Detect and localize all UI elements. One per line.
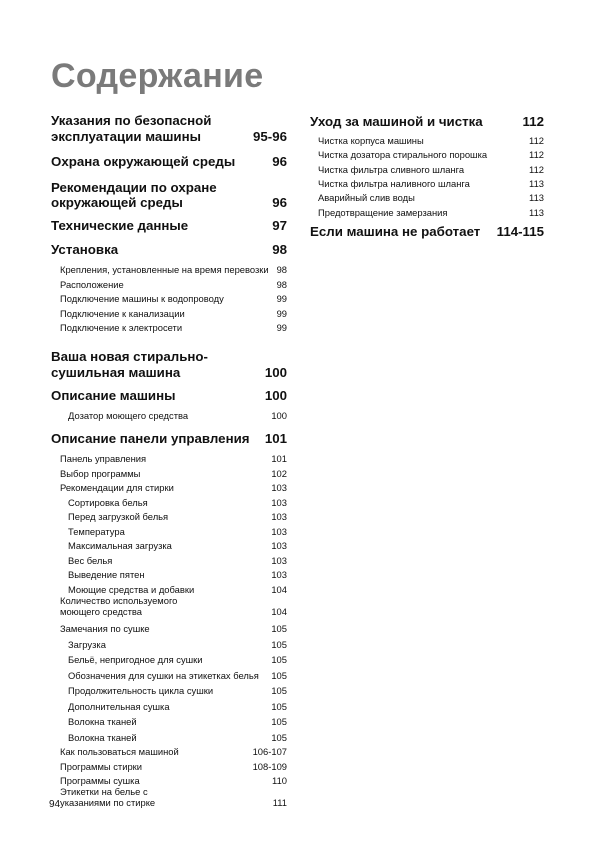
toc-entry-label: Чистка фильтра сливного шланга: [318, 163, 465, 175]
toc-entry-page: 101: [271, 453, 287, 464]
toc-heading-title: Уход за машиной и чистка: [310, 114, 483, 129]
toc-entry-page: 105: [271, 669, 287, 681]
toc-entry-page: 105: [271, 685, 287, 696]
toc-heading-page: 96: [272, 195, 287, 210]
toc-entry-page: 103: [271, 569, 287, 580]
toc-entry[interactable]: [51, 650, 287, 666]
toc-heading-title: Технические данные: [51, 217, 189, 233]
toc-entry[interactable]: [51, 304, 287, 319]
toc-right-column: [310, 114, 544, 239]
toc-entry[interactable]: [51, 508, 287, 523]
toc-entry-page: 105: [271, 654, 287, 665]
toc-heading-troubleshooting[interactable]: [310, 224, 544, 240]
toc-entry-page: 99: [276, 322, 287, 333]
toc-entry[interactable]: [51, 665, 287, 681]
toc-entry-page: 113: [529, 192, 544, 204]
toc-entry-label: Дополнительная сушка: [68, 700, 170, 712]
toc-entry-page: 103: [271, 482, 287, 493]
toc-heading-page: 96: [272, 154, 287, 169]
toc-entry-label: Волокна тканей: [68, 731, 137, 743]
page-title: Содержание: [51, 57, 264, 95]
toc-entry[interactable]: [51, 261, 287, 276]
toc-heading-environment-recommendations[interactable]: [51, 180, 287, 211]
toc-entry[interactable]: [51, 595, 287, 617]
toc-entry[interactable]: [51, 450, 287, 465]
toc-entry-label: Предотвращение замерзания: [318, 206, 448, 218]
toc-heading-machine-description[interactable]: [51, 388, 287, 404]
toc-entry[interactable]: [51, 772, 287, 787]
toc-heading-title: Рекомендации по охране окружающей среды: [51, 179, 217, 210]
toc-entry[interactable]: [51, 620, 287, 635]
toc-entry-label: Программы стирки: [60, 760, 143, 772]
toc-entry-page: 106-107: [252, 746, 287, 757]
toc-entry-label: Рекомендации для стирки: [60, 482, 174, 493]
page-number: 94: [49, 799, 61, 810]
toc-entry-label: Загрузка: [68, 638, 106, 650]
toc-entry-page: 103: [271, 554, 287, 566]
toc-entry[interactable]: [51, 712, 287, 728]
toc-entry-page: 104: [271, 583, 287, 595]
toc-heading-title: Установка: [51, 242, 119, 257]
toc-entry[interactable]: [310, 146, 544, 160]
toc-entry-page: 100: [271, 410, 287, 421]
toc-entry-page: 108-109: [252, 760, 287, 772]
toc-heading-page: 112: [522, 114, 544, 129]
toc-heading-page: 100: [264, 364, 287, 380]
toc-entry-page: 105: [271, 716, 287, 727]
toc-entry[interactable]: [310, 189, 544, 203]
toc-entry-label: Температура: [68, 525, 125, 537]
toc-entry[interactable]: [51, 479, 287, 494]
toc-entry-label: Как пользоваться машиной: [60, 746, 179, 757]
toc-entry-label: Перед загрузкой белья: [68, 511, 169, 522]
toc-entry-label: Расположение: [60, 278, 124, 290]
toc-entry-label: Моющие средства и добавки: [68, 583, 195, 595]
toc-entry-page: 113: [529, 178, 544, 190]
toc-entry-label: Количество используемого моющего средства: [60, 594, 178, 617]
toc-heading-page: 114-115: [496, 223, 544, 239]
toc-entry-page: 112: [529, 149, 544, 161]
toc-entry-page: 98: [276, 278, 287, 290]
toc-entry[interactable]: [51, 407, 287, 422]
toc-entry[interactable]: [51, 464, 287, 479]
toc-entry-label: Подключение машины к водопроводу: [60, 293, 224, 304]
toc-entry[interactable]: [51, 580, 287, 595]
toc-entry-label: Чистка корпуса машины: [318, 134, 424, 146]
toc-entry-label: Максимальная загрузка: [68, 540, 172, 551]
toc-heading-panel-description[interactable]: [51, 431, 287, 447]
toc-entry-label: Обозначения для сушки на этикетках белья: [68, 669, 259, 681]
toc-entry-label: Дозатор моющего средства: [68, 410, 189, 421]
toc-entry-page: 99: [276, 293, 287, 304]
toc-entry-page: 105: [271, 731, 287, 743]
toc-heading-technical-data[interactable]: [51, 218, 287, 234]
toc-entry-page: 111: [272, 797, 287, 808]
toc-entry-page: 103: [271, 525, 287, 537]
toc-entry-label: Подключение к канализации: [60, 307, 185, 319]
toc-entry[interactable]: [51, 757, 287, 772]
toc-entry[interactable]: [51, 290, 287, 305]
toc-entry-label: Подключение к электросети: [60, 322, 183, 333]
toc-heading-page: 98: [272, 242, 287, 257]
toc-entry-page: 110: [272, 775, 287, 786]
toc-entry-label: Замечания по сушке: [60, 623, 150, 634]
toc-entry-label: Чистка дозатора стирального порошка: [318, 149, 488, 161]
toc-entry[interactable]: [51, 681, 287, 697]
toc-entry-label: Сортировка белья: [68, 496, 148, 508]
toc-heading-page: 95-96: [252, 128, 287, 144]
toc-heading-page: 97: [272, 217, 287, 233]
toc-entry-label: Бельё, непригодное для сушки: [68, 654, 203, 665]
toc-entry-page: 104: [271, 605, 287, 617]
toc-entry[interactable]: [51, 493, 287, 508]
toc-entry-page: 102: [271, 467, 287, 479]
toc-entry-page: 99: [276, 307, 287, 319]
toc-entry-page: 98: [276, 264, 287, 275]
toc-entry-label: Выбор программы: [60, 467, 141, 479]
toc-heading-title: Охрана окружающей среды: [51, 154, 236, 169]
toc-entry-label: Аварийный слив воды: [318, 192, 415, 204]
toc-entry[interactable]: [310, 160, 544, 174]
toc-entry[interactable]: [51, 275, 287, 290]
toc-entry-page: 103: [271, 540, 287, 551]
toc-entry[interactable]: [310, 132, 544, 146]
toc-entry-label: Этикетки на белье с указаниями по стирке: [60, 786, 156, 808]
toc-entry-page: 112: [529, 163, 544, 175]
toc-heading-installation[interactable]: [51, 242, 287, 258]
toc-heading-care[interactable]: [310, 114, 544, 130]
toc-heading-page: 101: [264, 431, 287, 446]
toc-heading-title: Описание машины: [51, 388, 176, 403]
toc-entry-label: Чистка фильтра наливного шланга: [318, 178, 470, 190]
toc-entry-label: Крепления, установленные на время перевозки: [60, 264, 269, 275]
toc-heading-title: Описание панели управления: [51, 431, 250, 446]
toc-entry[interactable]: [310, 203, 544, 217]
toc-entry[interactable]: [310, 175, 544, 189]
toc-entry[interactable]: [51, 522, 287, 537]
toc-heading-new-machine[interactable]: [51, 349, 287, 380]
toc-entry-page: 105: [271, 700, 287, 712]
toc-entry[interactable]: [51, 566, 287, 581]
toc-left-column: [51, 113, 287, 811]
toc-entry-page: 103: [271, 511, 287, 522]
toc-entry[interactable]: [51, 786, 287, 808]
toc-entry[interactable]: [51, 537, 287, 552]
toc-entry-label: Вес белья: [68, 554, 113, 566]
toc-entry-label: Продолжительность цикла сушки: [68, 685, 214, 696]
toc-heading-page: 100: [264, 388, 287, 403]
toc-entry[interactable]: [51, 551, 287, 566]
toc-heading-safety[interactable]: [51, 113, 287, 144]
toc-entry-page: 105: [271, 623, 287, 634]
toc-entry-label: Выведение пятен: [68, 569, 145, 580]
toc-entry-label: Программы сушка: [60, 775, 140, 786]
toc-entry-page: 105: [271, 638, 287, 650]
toc-entry-label: Панель управления: [60, 453, 147, 464]
toc-entry[interactable]: [51, 319, 287, 334]
toc-entry-page: 113: [529, 206, 544, 218]
toc-heading-title: Если машина не работает: [310, 223, 481, 239]
toc-heading-title: Ваша новая стирально-сушильная машина: [51, 349, 208, 380]
toc-entry[interactable]: [51, 727, 287, 743]
toc-entry[interactable]: [51, 696, 287, 712]
toc-entry-page: 112: [529, 134, 544, 146]
toc-entry[interactable]: [51, 743, 287, 758]
toc-heading-title: Указания по безопасной эксплуатации машины: [51, 113, 212, 144]
toc-entry[interactable]: [51, 634, 287, 650]
toc-entry-label: Волокна тканей: [68, 716, 137, 727]
toc-entry-page: 103: [271, 496, 287, 508]
toc-heading-environment-protection[interactable]: [51, 154, 287, 170]
